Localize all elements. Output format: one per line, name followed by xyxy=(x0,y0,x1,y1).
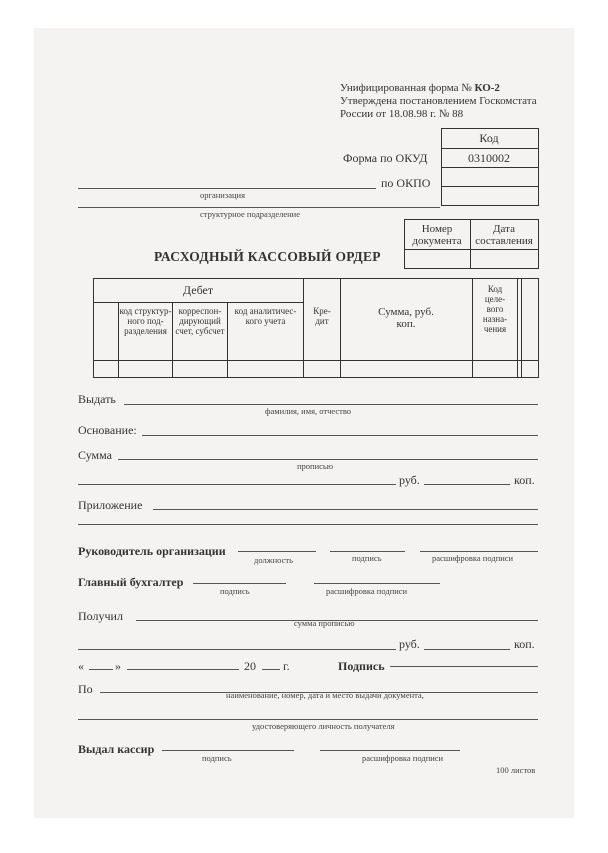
chief-accountant-label: Главный бухгалтер xyxy=(78,575,184,589)
code-header: Код xyxy=(479,131,499,145)
basis-field[interactable] xyxy=(142,435,538,436)
doc-caption-2: удостоверяющего личность получателя xyxy=(252,721,395,731)
position-caption: должность xyxy=(254,555,293,565)
month-field[interactable] xyxy=(127,669,239,670)
accountant-signature-field[interactable] xyxy=(193,583,286,584)
table-line xyxy=(472,278,473,377)
page-title: РАСХОДНЫЙ КАССОВЫЙ ОРДЕР xyxy=(154,249,381,264)
organization-field[interactable] xyxy=(78,188,376,189)
doc-caption-1: наименование, номер, дата и место выдачи документа, xyxy=(226,690,424,700)
approval-date-line: России от 18.08.98 г. № 88 xyxy=(340,108,464,120)
received-continued-field[interactable] xyxy=(78,649,396,650)
head-decode-field[interactable] xyxy=(420,551,538,552)
head-signature-field[interactable] xyxy=(330,551,405,552)
year-prefix: 20 xyxy=(244,659,256,673)
cashier-decode-field[interactable] xyxy=(320,750,460,751)
table-line xyxy=(303,278,304,377)
form-unified-line xyxy=(340,82,500,94)
okud-value: 0310002 xyxy=(468,151,510,165)
col-corr-account: корреспон-дирующий счет, субсчет xyxy=(175,306,225,336)
sum-label: Сумма xyxy=(78,448,112,462)
issue-field[interactable] xyxy=(124,404,538,405)
code-divider xyxy=(441,186,538,187)
rub-label: руб. xyxy=(399,473,420,487)
decode-caption: расшифровка подписи xyxy=(432,553,514,563)
form-code: КО-2 xyxy=(474,82,500,94)
table-line xyxy=(521,278,522,377)
col-credit: Кре-дит xyxy=(313,306,331,326)
code-divider xyxy=(441,148,538,149)
quote-open: « xyxy=(78,659,84,673)
kop-label: коп. xyxy=(514,473,535,487)
division-field[interactable] xyxy=(78,207,440,208)
okpo-label: по ОКПО xyxy=(381,176,431,190)
table-line xyxy=(517,278,518,377)
col-purpose-code: Код целе-вого назна-чения xyxy=(482,284,508,334)
col-division: код структур-ного под-разделения xyxy=(119,306,172,336)
doc-number-label: Номер документа xyxy=(412,223,462,247)
signature-caption: подпись xyxy=(202,753,232,763)
table-line xyxy=(340,278,341,377)
cashier-signature-field[interactable] xyxy=(162,750,294,751)
issue-label: Выдать xyxy=(78,392,116,406)
doc-date-label: Дата составления xyxy=(475,223,533,247)
day-field[interactable] xyxy=(89,669,113,670)
receiver-signature-field[interactable] xyxy=(390,666,538,667)
approval-line: Утверждена постановлением Госкомстата xyxy=(340,95,537,107)
year-field[interactable] xyxy=(262,669,280,670)
cashier-label: Выдал кассир xyxy=(78,742,155,756)
organization-caption: организация xyxy=(200,190,245,200)
attachment-field-2[interactable] xyxy=(78,524,538,525)
year-suffix: г. xyxy=(283,659,290,673)
head-label: Руководитель организации xyxy=(78,544,226,558)
decode-caption: расшифровка подписи xyxy=(326,586,408,596)
by-label: По xyxy=(78,682,93,696)
id-document-field-2[interactable] xyxy=(78,719,538,720)
kop-label: коп. xyxy=(514,637,535,651)
received-label: Получил xyxy=(78,609,123,623)
received-kop-field[interactable] xyxy=(424,649,510,650)
attachment-label: Приложение xyxy=(78,498,143,512)
basis-label: Основание: xyxy=(78,423,137,437)
kop-field[interactable] xyxy=(424,484,510,485)
form-unified-text: Унифицированная форма № xyxy=(340,82,472,94)
quote-close: » xyxy=(115,659,121,673)
signature-label: Подпись xyxy=(338,659,385,673)
signature-caption: подпись xyxy=(220,586,250,596)
sum-words-field[interactable] xyxy=(118,459,538,460)
sum-words-caption: сумма прописью xyxy=(294,618,355,628)
decode-caption: расшифровка подписи xyxy=(362,753,444,763)
attachment-field[interactable] xyxy=(153,509,538,510)
head-position-field[interactable] xyxy=(238,551,316,552)
okud-label: Форма по ОКУД xyxy=(343,151,428,165)
rub-label: руб. xyxy=(399,637,420,651)
division-caption: структурное подразделение xyxy=(200,209,300,219)
sum-continued-field[interactable] xyxy=(78,484,396,485)
code-divider xyxy=(441,167,538,168)
accountant-decode-field[interactable] xyxy=(314,583,440,584)
sum-caption: прописью xyxy=(297,461,334,471)
col-analytic: код аналитичес-кого учета xyxy=(234,306,297,326)
debet-header: Дебет xyxy=(182,283,214,297)
sheet-count: 100 листов xyxy=(496,765,536,775)
signature-caption: подпись xyxy=(352,553,382,563)
issue-caption: фамилия, имя, отчество xyxy=(265,406,352,416)
box-divider xyxy=(404,249,538,250)
table-line xyxy=(93,302,303,303)
col-sum: Сумма, руб. коп. xyxy=(378,306,434,330)
